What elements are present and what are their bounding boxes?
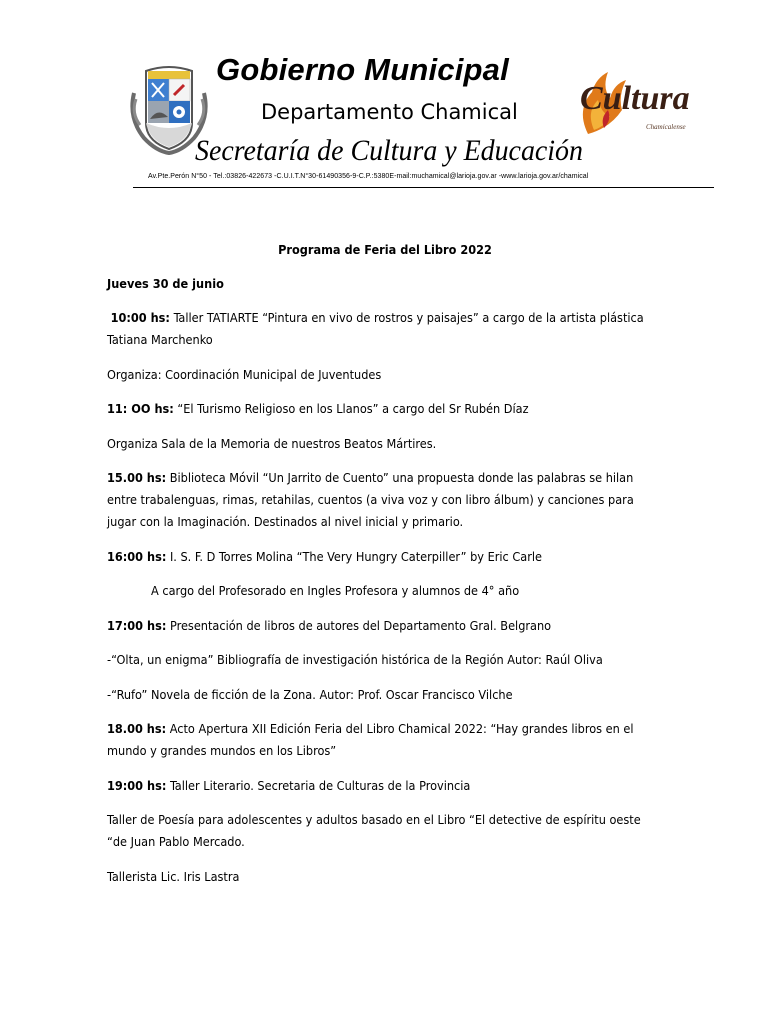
- program-item: Taller de Poesía para adolescentes y adultos basado en el Libro “El detective de espíritu oeste “de Juan Pablo Mercado.: [107, 812, 641, 849]
- program-item: [107, 467, 655, 533]
- program-item: Organiza: Coordinación Municipal de Juventudes: [107, 367, 382, 382]
- program-item: [107, 718, 655, 762]
- program-item: [107, 398, 655, 420]
- address-line: Av.Pte.Perón N°50 - Tel.:03826-422673 -C.U.I.T.N°30-61490356-9-C.P.:5380E-mail:muchamical@larioja.gov.ar -www.larioja.gov.ar/chamical: [148, 173, 589, 180]
- program-heading: Programa de Feria del Libro 2022: [278, 242, 492, 257]
- program-item: -“Rufo” Novela de ficción de la Zona. Autor: Prof. Oscar Francisco Vilche: [107, 687, 513, 702]
- item-text: “El Turismo Religioso en los Llanos” a cargo del Sr Rubén Díaz: [173, 401, 529, 416]
- item-text: I. S. F. D Torres Molina “The Very Hungry Caterpiller” by Eric Carle: [166, 549, 542, 564]
- item-time: 10:00 hs:: [110, 310, 170, 325]
- program-item: Tallerista Lic. Iris Lastra: [107, 869, 240, 884]
- program-item: [107, 615, 655, 637]
- program-item: [107, 546, 655, 568]
- item-time: 19:00 hs:: [107, 778, 167, 793]
- item-text: Taller TATIARTE “Pintura en vivo de rostros y paisajes” a cargo de la artista plástica Tatiana Marchenko: [107, 310, 644, 347]
- government-title: Gobierno Municipal: [216, 52, 509, 87]
- event-date: Jueves 30 de junio: [107, 276, 224, 291]
- item-text: Biblioteca Móvil “Un Jarrito de Cuento” una propuesta donde las palabras se hilan entre trabalenguas, rimas, retahilas, cuentos (a viva voz y con libro álbum) y canciones para jugar con la Imaginación. Destinados al nivel inicial y primario.: [107, 470, 634, 529]
- cultura-logo-subtext: Chamicalense: [646, 123, 686, 131]
- letterhead: [0, 0, 768, 195]
- item-text: Acto Apertura XII Edición Feria del Libro Chamical 2022: “Hay grandes libros en el mundo y grandes mundos en los Libros”: [107, 721, 634, 758]
- program-item: -“Olta, un enigma” Bibliografía de investigación histórica de la Región Autor: Raúl Oliva: [107, 652, 603, 667]
- program-item: A cargo del Profesorado en Ingles Profesora y alumnos de 4° año: [151, 583, 520, 598]
- item-time: 16:00 hs:: [107, 549, 167, 564]
- program-item: [107, 775, 655, 797]
- header-divider: [133, 187, 714, 188]
- cultura-logo-text: Cultura: [580, 80, 690, 117]
- item-time: 18.00 hs:: [107, 721, 167, 736]
- program-item: [107, 307, 655, 351]
- secretaria-name: Secretaría de Cultura y Educación: [195, 134, 583, 167]
- item-text: Presentación de libros de autores del Departamento Gral. Belgrano: [166, 618, 552, 633]
- item-time: 11: OO hs:: [107, 401, 174, 416]
- item-time: 17:00 hs:: [107, 618, 167, 633]
- item-text: Taller Literario. Secretaria de Culturas de la Provincia: [166, 778, 471, 793]
- program-item: Organiza Sala de la Memoria de nuestros Beatos Mártires.: [107, 436, 437, 451]
- item-time: 15.00 hs:: [107, 470, 167, 485]
- department-name: Departamento Chamical: [261, 100, 518, 124]
